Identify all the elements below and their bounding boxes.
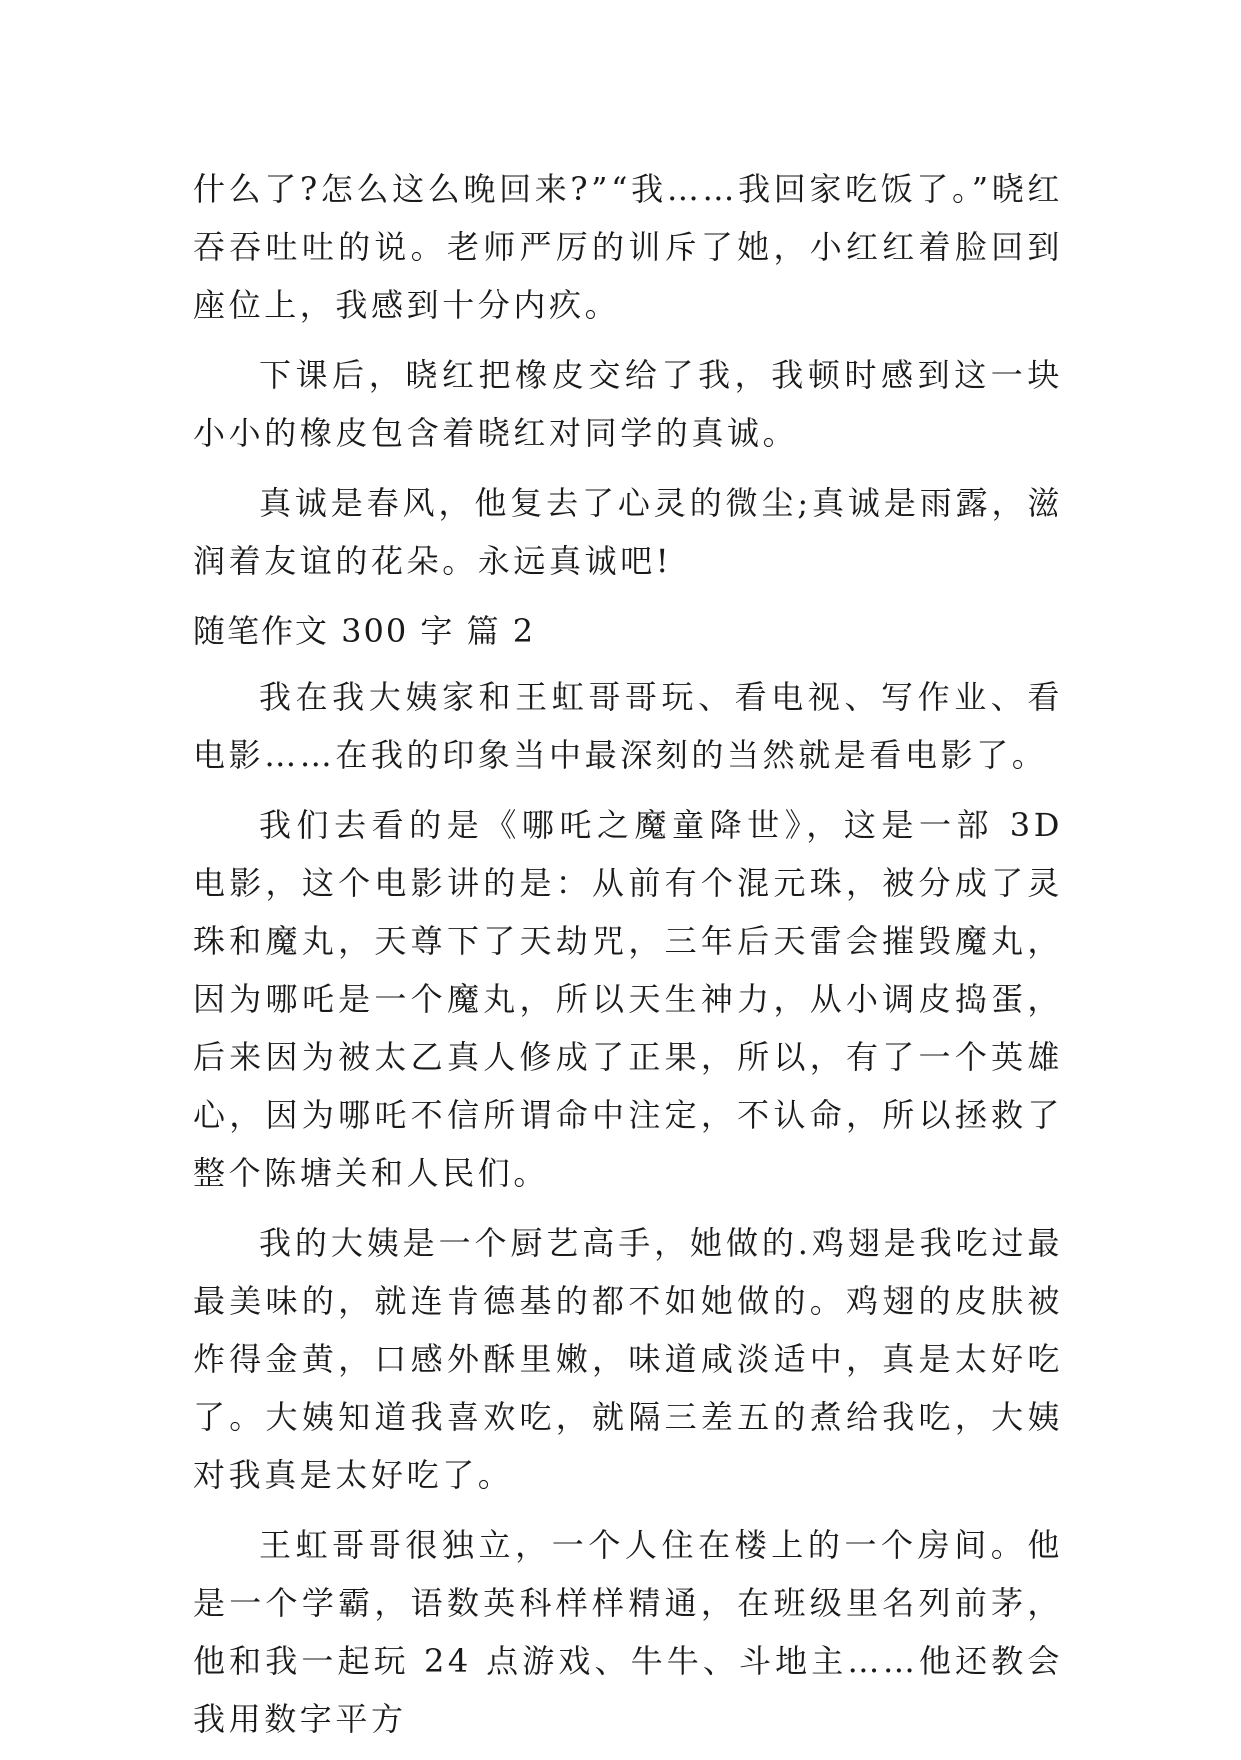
section-heading: 随笔作文 300 字 篇 2 [193, 612, 536, 650]
section-paragraph-4: 王虹哥哥很独立，一个人住在楼上的一个房间。他是一个学霸，语数英科样样精通，在班级里名列前茅，他和我一起玩 24 点游戏、牛牛、斗地主……他还教会我用数字平方 [193, 1526, 1063, 1738]
section-paragraph-2: 我们去看的是《哪吒之魔童降世》，这是一部 3D 电影，这个电影讲的是：从前有个混元珠，被分成了灵珠和魔丸，天尊下了天劫咒，三年后天雷会摧毁魔丸，因为哪吒是一个魔丸，所以天生神力，从小调皮捣蛋，后来因为被太乙真人修成了正果，所以，有了一个英雄心，因为哪吒不信所谓命中注定，不认命，所以拯救了整个陈塘关和人民们。 [193, 806, 1063, 1192]
section-paragraph-3: 我的大姨是一个厨艺高手，她做的.鸡翅是我吃过最最美味的，就连肯德基的都不如她做的。鸡翅的皮肤被炸得金黄，口感外酥里嫩，味道咸淡适中，真是太好吃了。大姨知道我喜欢吃，就隔三差五的煮给我吃，大姨对我真是太好吃了。 [193, 1224, 1063, 1494]
paragraph-2: 下课后，晓红把橡皮交给了我，我顿时感到这一块小小的橡皮包含着晓红对同学的真诚。 [193, 356, 1063, 452]
paragraph-3: 真诚是春风，他复去了心灵的微尘;真诚是雨露，滋润着友谊的花朵。永远真诚吧! [193, 484, 1063, 580]
section-paragraph-1: 我在我大姨家和王虹哥哥玩、看电视、写作业、看电影……在我的印象当中最深刻的当然就是看电影了。 [193, 678, 1063, 774]
document-body [193, 160, 1063, 1760]
paragraph-1: 什么了?怎么这么晚回来?”“我……我回家吃饭了。”晓红吞吞吐吐的说。老师严厉的训斥了她，小红红着脸回到座位上，我感到十分内疚。 [193, 170, 1063, 324]
